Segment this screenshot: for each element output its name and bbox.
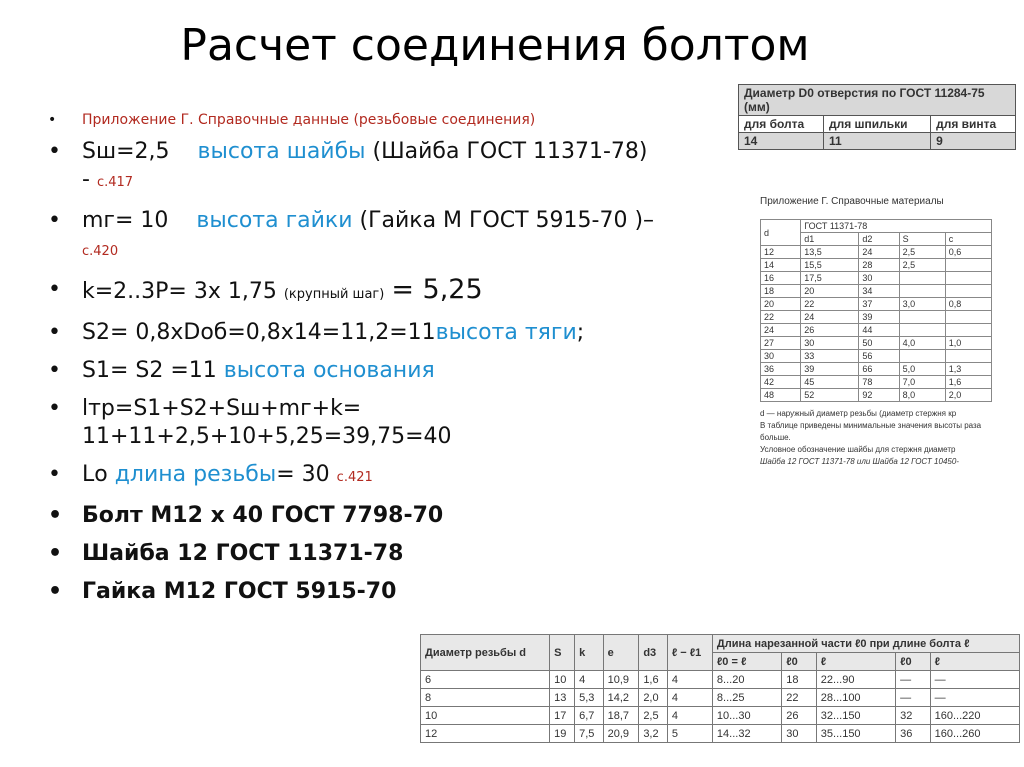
t2-head: d	[761, 220, 801, 246]
table-cell: 52	[801, 389, 859, 402]
t3-head: S	[550, 635, 575, 671]
table-cell: 20,9	[603, 725, 639, 743]
table-cell: 8...25	[712, 689, 781, 707]
table-cell: 44	[859, 324, 899, 337]
table-cell: 78	[859, 376, 899, 389]
table-row	[761, 246, 992, 259]
table-cell: 0,8	[945, 298, 991, 311]
lo-value: = 30	[276, 462, 330, 487]
lo-symbol: Lо	[82, 462, 108, 487]
table-cell	[945, 324, 991, 337]
table-cell: 8	[421, 689, 550, 707]
table-row	[421, 689, 1020, 707]
table-cell: 10...30	[712, 707, 781, 725]
table-cell	[899, 324, 945, 337]
table-cell	[945, 259, 991, 272]
table-cell: 2,0	[945, 389, 991, 402]
table-cell: 8...20	[712, 671, 781, 689]
table-cell: 22	[761, 311, 801, 324]
lo-label: длина резьбы	[114, 462, 277, 487]
table-cell: 2,5	[639, 707, 668, 725]
table-cell: —	[930, 689, 1019, 707]
table-cell	[945, 350, 991, 363]
t2-footnote	[760, 408, 992, 468]
table-cell: 12	[421, 725, 550, 743]
table-cell: 13	[550, 689, 575, 707]
k-formula: k=2..3P= 3х 1,75	[82, 279, 277, 304]
bullet-washer	[48, 138, 738, 197]
washer-reference-table	[760, 196, 992, 488]
table-cell: 1,0	[945, 337, 991, 350]
washer-label: высота шайбы	[197, 139, 366, 164]
table-cell	[945, 311, 991, 324]
table-cell: 56	[859, 350, 899, 363]
t3-head: Диаметр резьбы d	[421, 635, 550, 671]
table-cell: 35...150	[816, 725, 895, 743]
table-cell: 22	[782, 689, 817, 707]
table-cell: 22...90	[816, 671, 895, 689]
table-cell: 6,7	[575, 707, 604, 725]
table-cell: 45	[801, 376, 859, 389]
t3-head: ℓ − ℓ1	[667, 635, 712, 671]
s2-formula: S2= 0,8хDоб=0,8х14=11,2=11	[82, 320, 436, 345]
table-cell: 28...100	[816, 689, 895, 707]
table-cell: 10	[421, 707, 550, 725]
table-cell: 2,5	[899, 246, 945, 259]
hole-diameter-table	[738, 84, 1016, 176]
table-cell: 160...220	[930, 707, 1019, 725]
table-cell: 5,3	[575, 689, 604, 707]
table-row	[761, 337, 992, 350]
table-cell: 24	[801, 311, 859, 324]
t1-val: 14	[739, 133, 824, 150]
table-row	[421, 725, 1020, 743]
table-cell	[899, 272, 945, 285]
table-row	[761, 298, 992, 311]
table-cell: 30	[859, 272, 899, 285]
table-cell: 39	[859, 311, 899, 324]
table-cell: —	[930, 671, 1019, 689]
bolt-thread-table	[420, 634, 1020, 767]
table-cell: 4,0	[899, 337, 945, 350]
table-row	[421, 707, 1020, 725]
table-row	[761, 389, 992, 402]
table-cell: 6	[421, 671, 550, 689]
table-cell: 4	[667, 689, 712, 707]
t2-sub: S	[899, 233, 945, 246]
table-cell: 15,5	[801, 259, 859, 272]
table-cell: 12	[761, 246, 801, 259]
table-cell	[945, 272, 991, 285]
table-cell: 17,5	[801, 272, 859, 285]
ltr-formula: lтр=S1+S2+Sш+mг+k=	[82, 396, 362, 421]
bullet-list	[48, 112, 738, 616]
table-cell: —	[896, 671, 931, 689]
table-row	[761, 350, 992, 363]
bullet-k	[48, 276, 738, 309]
t2-head: ГОСТ 11371-78	[801, 220, 992, 233]
page-title: Расчет соединения болтом	[180, 20, 810, 71]
ltr-calc: 11+11+2,5+10+5,25=39,75=40	[82, 424, 452, 449]
table-row	[421, 671, 1020, 689]
nut-page: с.420	[82, 244, 119, 259]
k-note: (крупный шаг)	[283, 287, 385, 302]
bullet-ltr	[48, 395, 738, 451]
table-cell: 10,9	[603, 671, 639, 689]
table-cell: 2,5	[899, 259, 945, 272]
t1-val: 9	[931, 133, 1016, 150]
table-cell: 48	[761, 389, 801, 402]
t3-head: k	[575, 635, 604, 671]
table-cell: 14	[761, 259, 801, 272]
table-cell	[899, 285, 945, 298]
bullet-washer-spec: • Шайба 12 ГОСТ 11371-78	[48, 540, 738, 568]
t3-sub: ℓ	[816, 653, 895, 671]
table-row	[761, 376, 992, 389]
t2-fn: Шайба 12 ГОСТ 11371-78 или Шайба 12 ГОСТ 10450-	[760, 457, 959, 466]
table-cell: 18	[782, 671, 817, 689]
table-cell: 66	[859, 363, 899, 376]
nut-std: (Гайка М ГОСТ 5915-70 )–	[359, 208, 655, 233]
lo-page: с.421	[336, 470, 373, 485]
table-row	[761, 285, 992, 298]
table-cell: 17	[550, 707, 575, 725]
t3-head: d3	[639, 635, 668, 671]
washer-std: (Шайба ГОСТ 11371-78)	[372, 139, 648, 164]
t2-fn: Условное обозначение шайбы для стержня диаметр	[760, 445, 956, 454]
table-cell: 7,0	[899, 376, 945, 389]
table-cell: 1,6	[639, 671, 668, 689]
table-row	[761, 363, 992, 376]
table-cell	[899, 350, 945, 363]
t1-col: для шпильки	[823, 116, 930, 133]
k-result: = 5,25	[391, 274, 483, 305]
table-cell	[945, 285, 991, 298]
table-cell: 26	[801, 324, 859, 337]
table-cell: 30	[761, 350, 801, 363]
bullet-lo	[48, 461, 738, 492]
s1-label: высота основания	[223, 358, 435, 383]
table-cell: 26	[782, 707, 817, 725]
table-cell: 1,3	[945, 363, 991, 376]
bullet-bolt: • Болт М12 х 40 ГОСТ 7798-70	[48, 502, 738, 530]
table-cell: 160...260	[930, 725, 1019, 743]
table-cell: 5,0	[899, 363, 945, 376]
table-cell: 24	[761, 324, 801, 337]
t3-head: Длина нарезанной части ℓ0 при длине болта ℓ	[712, 635, 1019, 653]
table-cell: 7,5	[575, 725, 604, 743]
t2-sub: d1	[801, 233, 859, 246]
table-cell: 14...32	[712, 725, 781, 743]
table-cell: 32	[896, 707, 931, 725]
table-cell: 10	[550, 671, 575, 689]
table-cell: 24	[859, 246, 899, 259]
table-cell: 1,6	[945, 376, 991, 389]
washer-dash: -	[82, 167, 90, 192]
s1-formula: S1= S2 =11	[82, 358, 217, 383]
t1-header: Диаметр D0 отверстия по ГОСТ 11284-75 (мм)	[739, 85, 1016, 116]
table-cell: 20	[761, 298, 801, 311]
table-cell: 3,2	[639, 725, 668, 743]
table-cell: 39	[801, 363, 859, 376]
nut-formula: mг= 10	[82, 208, 169, 233]
t1-col: для болта	[739, 116, 824, 133]
table-cell: 34	[859, 285, 899, 298]
table-cell: 32...150	[816, 707, 895, 725]
t3-sub: ℓ0	[782, 653, 817, 671]
table-cell: 14,2	[603, 689, 639, 707]
bullet-s2	[48, 319, 738, 347]
bullet-s1	[48, 357, 738, 385]
table-cell: 18,7	[603, 707, 639, 725]
table-cell: 33	[801, 350, 859, 363]
table-cell: 13,5	[801, 246, 859, 259]
table-cell: 18	[761, 285, 801, 298]
table-cell: 16	[761, 272, 801, 285]
table-cell: 4	[667, 671, 712, 689]
table-cell: 4	[667, 707, 712, 725]
table-row	[761, 311, 992, 324]
table-cell: 3,0	[899, 298, 945, 311]
s2-label: высота тяги	[435, 320, 577, 345]
table-cell: 50	[859, 337, 899, 350]
table-cell: 22	[801, 298, 859, 311]
t2-sub: c	[945, 233, 991, 246]
nut-label: высота гайки	[196, 208, 353, 233]
t3-sub: ℓ0 = ℓ	[712, 653, 781, 671]
table-row	[761, 272, 992, 285]
table-cell	[899, 311, 945, 324]
t2-fn: d — наружный диаметр резьбы (диаметр стержня кр	[760, 409, 957, 418]
table-cell: 0,6	[945, 246, 991, 259]
t3-sub: ℓ	[930, 653, 1019, 671]
table-cell: 36	[761, 363, 801, 376]
t2-sub: d2	[859, 233, 899, 246]
t1-val: 11	[823, 133, 930, 150]
table-cell: —	[896, 689, 931, 707]
table-cell: 19	[550, 725, 575, 743]
bullet-nut	[48, 207, 738, 266]
table-row	[761, 324, 992, 337]
table-cell: 36	[896, 725, 931, 743]
t1-col: для винта	[931, 116, 1016, 133]
table-cell: 27	[761, 337, 801, 350]
table-cell: 28	[859, 259, 899, 272]
table-cell: 92	[859, 389, 899, 402]
table-cell: 20	[801, 285, 859, 298]
t2-caption: Приложение Г. Справочные материалы	[760, 196, 944, 207]
s2-semicolon: ;	[576, 320, 585, 345]
table-cell: 30	[782, 725, 817, 743]
washer-formula: Sш=2,5	[82, 139, 170, 164]
t2-fn: В таблице приведены минимальные значения высоты раза больше.	[760, 421, 982, 442]
bullet-appendix: • Приложение Г. Справочные данные (резьбовые соединения)	[48, 112, 738, 138]
t3-sub: ℓ0	[896, 653, 931, 671]
table-cell: 30	[801, 337, 859, 350]
t3-head: e	[603, 635, 639, 671]
table-row	[761, 259, 992, 272]
washer-page: с.417	[96, 175, 134, 190]
table-cell: 4	[575, 671, 604, 689]
bullet-nut-spec: • Гайка М12 ГОСТ 5915-70	[48, 578, 738, 606]
table-cell: 37	[859, 298, 899, 311]
table-cell: 2,0	[639, 689, 668, 707]
table-cell: 8,0	[899, 389, 945, 402]
table-cell: 5	[667, 725, 712, 743]
table-cell: 42	[761, 376, 801, 389]
